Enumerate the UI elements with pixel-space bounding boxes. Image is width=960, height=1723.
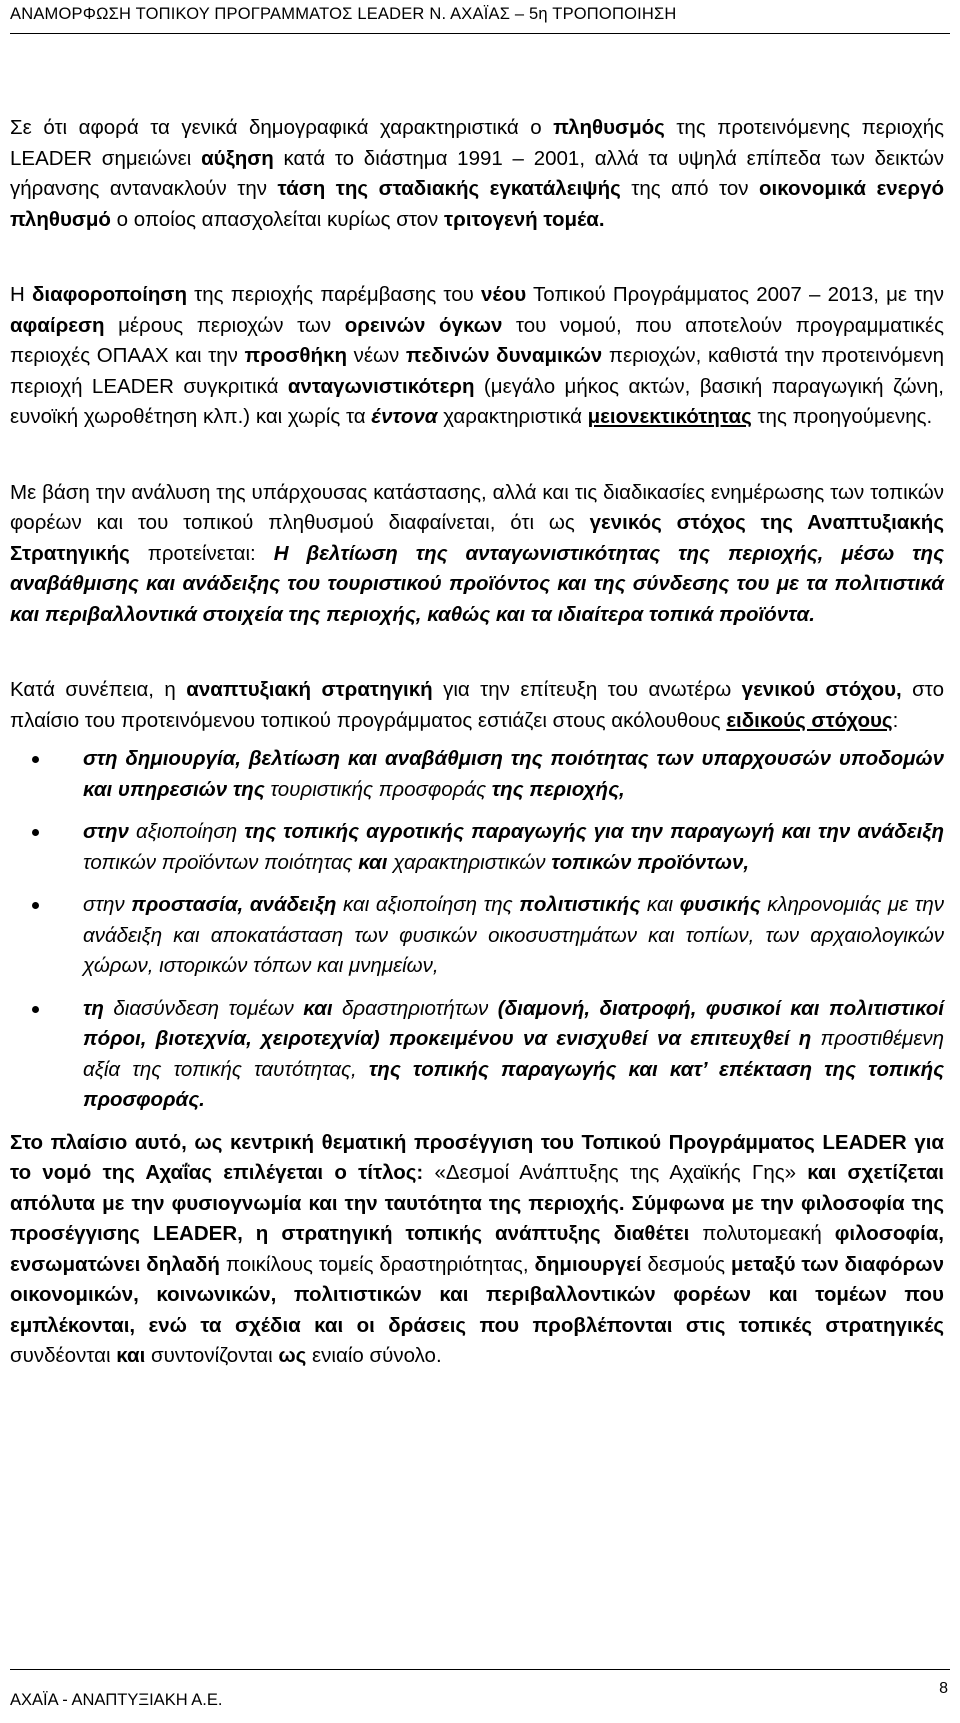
bold-text: τριτογενή τομέα. bbox=[444, 207, 605, 231]
text: προστιθέμενη αξία της τοπικής ταυτότητας, bbox=[83, 1027, 944, 1081]
text: τοπικών προϊόντων ποιότητας bbox=[83, 850, 359, 874]
text: και bbox=[640, 893, 680, 916]
bold-text: και σχετίζεται απόλυτα με την φυσιογνωμία και την ταυτότητα της περιοχής. Σύμφωνα με την φιλοσοφία της προσέγγισης LEADER, η στρατηγική τοπικής ανάπτυξης διαθέτει bbox=[10, 1161, 945, 1245]
bold-text: τοπικών προϊόντων, bbox=[551, 850, 750, 874]
paragraph-strategy bbox=[10, 675, 944, 736]
bold-text: δημιουργεί bbox=[534, 1252, 642, 1276]
bold-italic-text: έντονα bbox=[371, 405, 438, 428]
paragraph-general-goal bbox=[10, 478, 944, 631]
text: (μεγάλο μήκος ακτών, βασική παραγωγική ζώνη, ευνοϊκή χωροθέτηση κλπ.) και χωρίς τα bbox=[10, 374, 944, 428]
text: χαρακτηριστικά bbox=[437, 405, 588, 428]
text: της από τον bbox=[620, 177, 760, 200]
bold-text: και bbox=[303, 996, 333, 1020]
bold-text: Στο πλαίσιο αυτό, ως κεντρική θεματική προσέγγιση του Τοπικού Προγράμματος LEADER για το νομό της Αχαΐας επιλέγεται ο τίτλος: bbox=[10, 1130, 944, 1184]
text: κληρονομιάς με την ανάδειξη και αποκατάσταση των φυσικών οικοσυστημάτων και τοπίων, των αρχαιολογικών χώρων, ιστορικών τόπων και μνημείων, bbox=[83, 893, 944, 977]
text: του νομού, που αποτελούν προγραμματικές περιοχές ΟΠΑΑΧ και την bbox=[10, 313, 944, 367]
text: Με βάση την ανάλυση της υπάρχουσας κατάστασης, αλλά και τις διαδικασίες ενημέρωσης των τοπικών φορέων και του τοπικού πληθυσμού διαφαίνεται, ότι ως bbox=[10, 480, 944, 534]
text: ποικίλους τομείς δραστηριότητας, bbox=[219, 1252, 535, 1276]
bold-text: ανταγωνιστικότερη bbox=[287, 374, 475, 398]
text: χαρακτηριστικών bbox=[387, 850, 552, 874]
text: κατά το διάστημα 1991 – 2001, αλλά τα υψηλά επίπεδα των δεικτών γήρανσης αντανακλούν την bbox=[10, 146, 944, 200]
bold-text: της τοπικής παραγωγής και κατ’ επέκταση της τοπικής προσφοράς. bbox=[83, 1057, 944, 1111]
text: «Δεσμοί Ανάπτυξης της Αχαϊκής Γης» bbox=[423, 1161, 808, 1184]
bold-text: στη δημιουργία, βελτίωση και αναβάθμιση της ποιότητας των υπαρχουσών υποδομών και υπηρεσιών της bbox=[83, 747, 944, 801]
text: της προηγούμενης. bbox=[751, 405, 933, 428]
bold-text: νέου bbox=[481, 283, 527, 306]
text: νέων bbox=[346, 344, 406, 367]
paragraph-demographics bbox=[10, 113, 944, 235]
footer-organization: ΑΧΑΪΑ - ΑΝΑΠΤΥΞΙΑΚΗ Α.Ε. bbox=[10, 1691, 223, 1709]
bold-text: (διαμονή, διατροφή, φυσικοί και πολιτιστικοί πόροι, βιοτεχνία, χειροτεχνία) προκειμένου να ενισχυθεί να επιτευχθεί η bbox=[83, 996, 944, 1050]
document-body bbox=[10, 113, 944, 1372]
text: αξιοποίηση bbox=[128, 820, 245, 843]
bold-text: πεδινών δυναμικών bbox=[405, 344, 603, 367]
text: : bbox=[892, 708, 899, 732]
bold-text: γενικού στόχου, bbox=[741, 678, 902, 701]
bold-text: γενικός στόχος της Αναπτυξιακής Στρατηγικής bbox=[10, 511, 944, 565]
text: συνδέονται bbox=[10, 1344, 117, 1367]
text: της προτεινόμενης περιοχής LEADER σημειώνει bbox=[10, 116, 944, 170]
bold-text: προσθήκη bbox=[244, 344, 347, 367]
bold-text: μεταξύ των διαφόρων οικονομικών, κοινωνικών, πολιτιστικών και περιβαλλοντικών φορέων και τομέων που εμπλέκονται, ενώ τα σχέδια και οι δράσεις που προβλέπονται στις τοπικές στρατηγικές bbox=[10, 1252, 944, 1337]
bold-text: οικονομικά ενεργό πληθυσμό bbox=[10, 177, 944, 231]
text: Τοπικού Προγράμματος 2007 – 2013, με την bbox=[526, 283, 945, 306]
bold-underlined-text: μειονεκτικότητας bbox=[587, 405, 752, 428]
text: Η bbox=[10, 283, 32, 306]
header-rule bbox=[10, 33, 950, 34]
text: Κατά συνέπεια, η bbox=[10, 678, 187, 701]
specific-goals-list bbox=[10, 744, 944, 1116]
bold-text: αύξηση bbox=[201, 146, 274, 170]
bullet-icon bbox=[32, 1006, 39, 1013]
text: πολυτομεακή bbox=[689, 1222, 835, 1245]
list-item bbox=[10, 994, 944, 1116]
text: στην bbox=[83, 893, 132, 916]
text: στο πλαίσιο του προτεινόμενου τοπικού προγράμματος εστιάζει στους ακόλουθους bbox=[10, 678, 944, 732]
list-item bbox=[10, 817, 944, 878]
bold-underlined-text: ειδικούς στόχους bbox=[726, 708, 893, 732]
text: προτείνεται: bbox=[129, 541, 274, 565]
bullet-icon bbox=[32, 902, 39, 909]
bullet-icon bbox=[32, 829, 39, 836]
text: συντονίζονται bbox=[145, 1344, 279, 1367]
bold-text: διαφοροποίηση bbox=[32, 283, 187, 306]
bold-text: πολιτιστικής bbox=[519, 893, 641, 916]
bold-text: και bbox=[358, 850, 388, 874]
bullet-icon bbox=[32, 756, 39, 763]
paragraph-thematic-approach bbox=[10, 1128, 944, 1372]
text: δεσμούς bbox=[641, 1252, 731, 1276]
bold-text: αφαίρεση bbox=[10, 313, 105, 337]
bold-text: πληθυσμός bbox=[553, 116, 665, 139]
text: της περιοχής παρέμβασης του bbox=[186, 283, 482, 306]
bold-text: ορεινών όγκων bbox=[344, 313, 503, 337]
bold-text: τη bbox=[83, 996, 104, 1020]
list-item bbox=[10, 890, 944, 982]
bold-text: προστασία, ανάδειξη bbox=[131, 893, 337, 916]
text: περιοχών, καθιστά την προτεινόμενη περιοχή LEADER συγκριτικά bbox=[10, 344, 944, 398]
bold-text: της τοπικής αγροτικής παραγωγής για την παραγωγή και την ανάδειξη bbox=[244, 820, 945, 843]
goal-statement: Η βελτίωση της ανταγωνιστικότητας της περιοχής, μέσω της αναβάθμισης και ανάδειξης του τουριστικού προϊόντος και της σύνδεσης του με τα πολιτιστικά και περιβαλλοντικά στοιχεία της περιοχής, καθώς και τα ιδιαίτερα τοπικά προϊόντα. bbox=[10, 541, 944, 626]
bold-text: στην bbox=[83, 820, 129, 843]
running-header bbox=[10, 5, 950, 25]
text: διασύνδεση τομέων bbox=[103, 996, 304, 1020]
text: ο οποίος απασχολείται κυρίως στον bbox=[110, 207, 445, 231]
text: για την επίτευξη του ανωτέρω bbox=[432, 678, 742, 701]
bold-text: τάση της σταδιακής εγκατάλειψής bbox=[277, 177, 621, 200]
text: ενιαίο σύνολο. bbox=[306, 1344, 442, 1367]
text: τουριστικής προσφοράς bbox=[264, 777, 492, 801]
paragraph-differentiation bbox=[10, 280, 944, 433]
footer-rule bbox=[10, 1669, 950, 1670]
bold-text: φιλοσοφία, ενσωματώνει δηλαδή bbox=[10, 1222, 945, 1276]
header-title: ΑΝΑΜΟΡΦΩΣΗ ΤΟΠΙΚΟΥ ΠΡΟΓΡΑΜΜΑΤΟΣ LEADER Ν. ΑΧΑΪΑΣ – 5η ΤΡΟΠΟΠΟΙΗΣΗ bbox=[10, 5, 677, 23]
bold-text: και bbox=[116, 1344, 146, 1367]
bold-text: ως bbox=[278, 1344, 307, 1367]
bold-text: αναπτυξιακή στρατηγική bbox=[186, 678, 433, 701]
text: μέρους περιοχών των bbox=[104, 313, 345, 337]
text: Σε ότι αφορά τα γενικά δημογραφικά χαρακτηριστικά ο bbox=[10, 116, 554, 139]
bold-text: φυσικής bbox=[679, 893, 761, 916]
bold-text: της περιοχής, bbox=[491, 777, 625, 801]
page-number: 8 bbox=[939, 1680, 948, 1697]
text: δραστηριοτήτων bbox=[332, 996, 498, 1020]
text: και αξιοποίηση της bbox=[336, 893, 520, 916]
list-item bbox=[10, 744, 944, 805]
